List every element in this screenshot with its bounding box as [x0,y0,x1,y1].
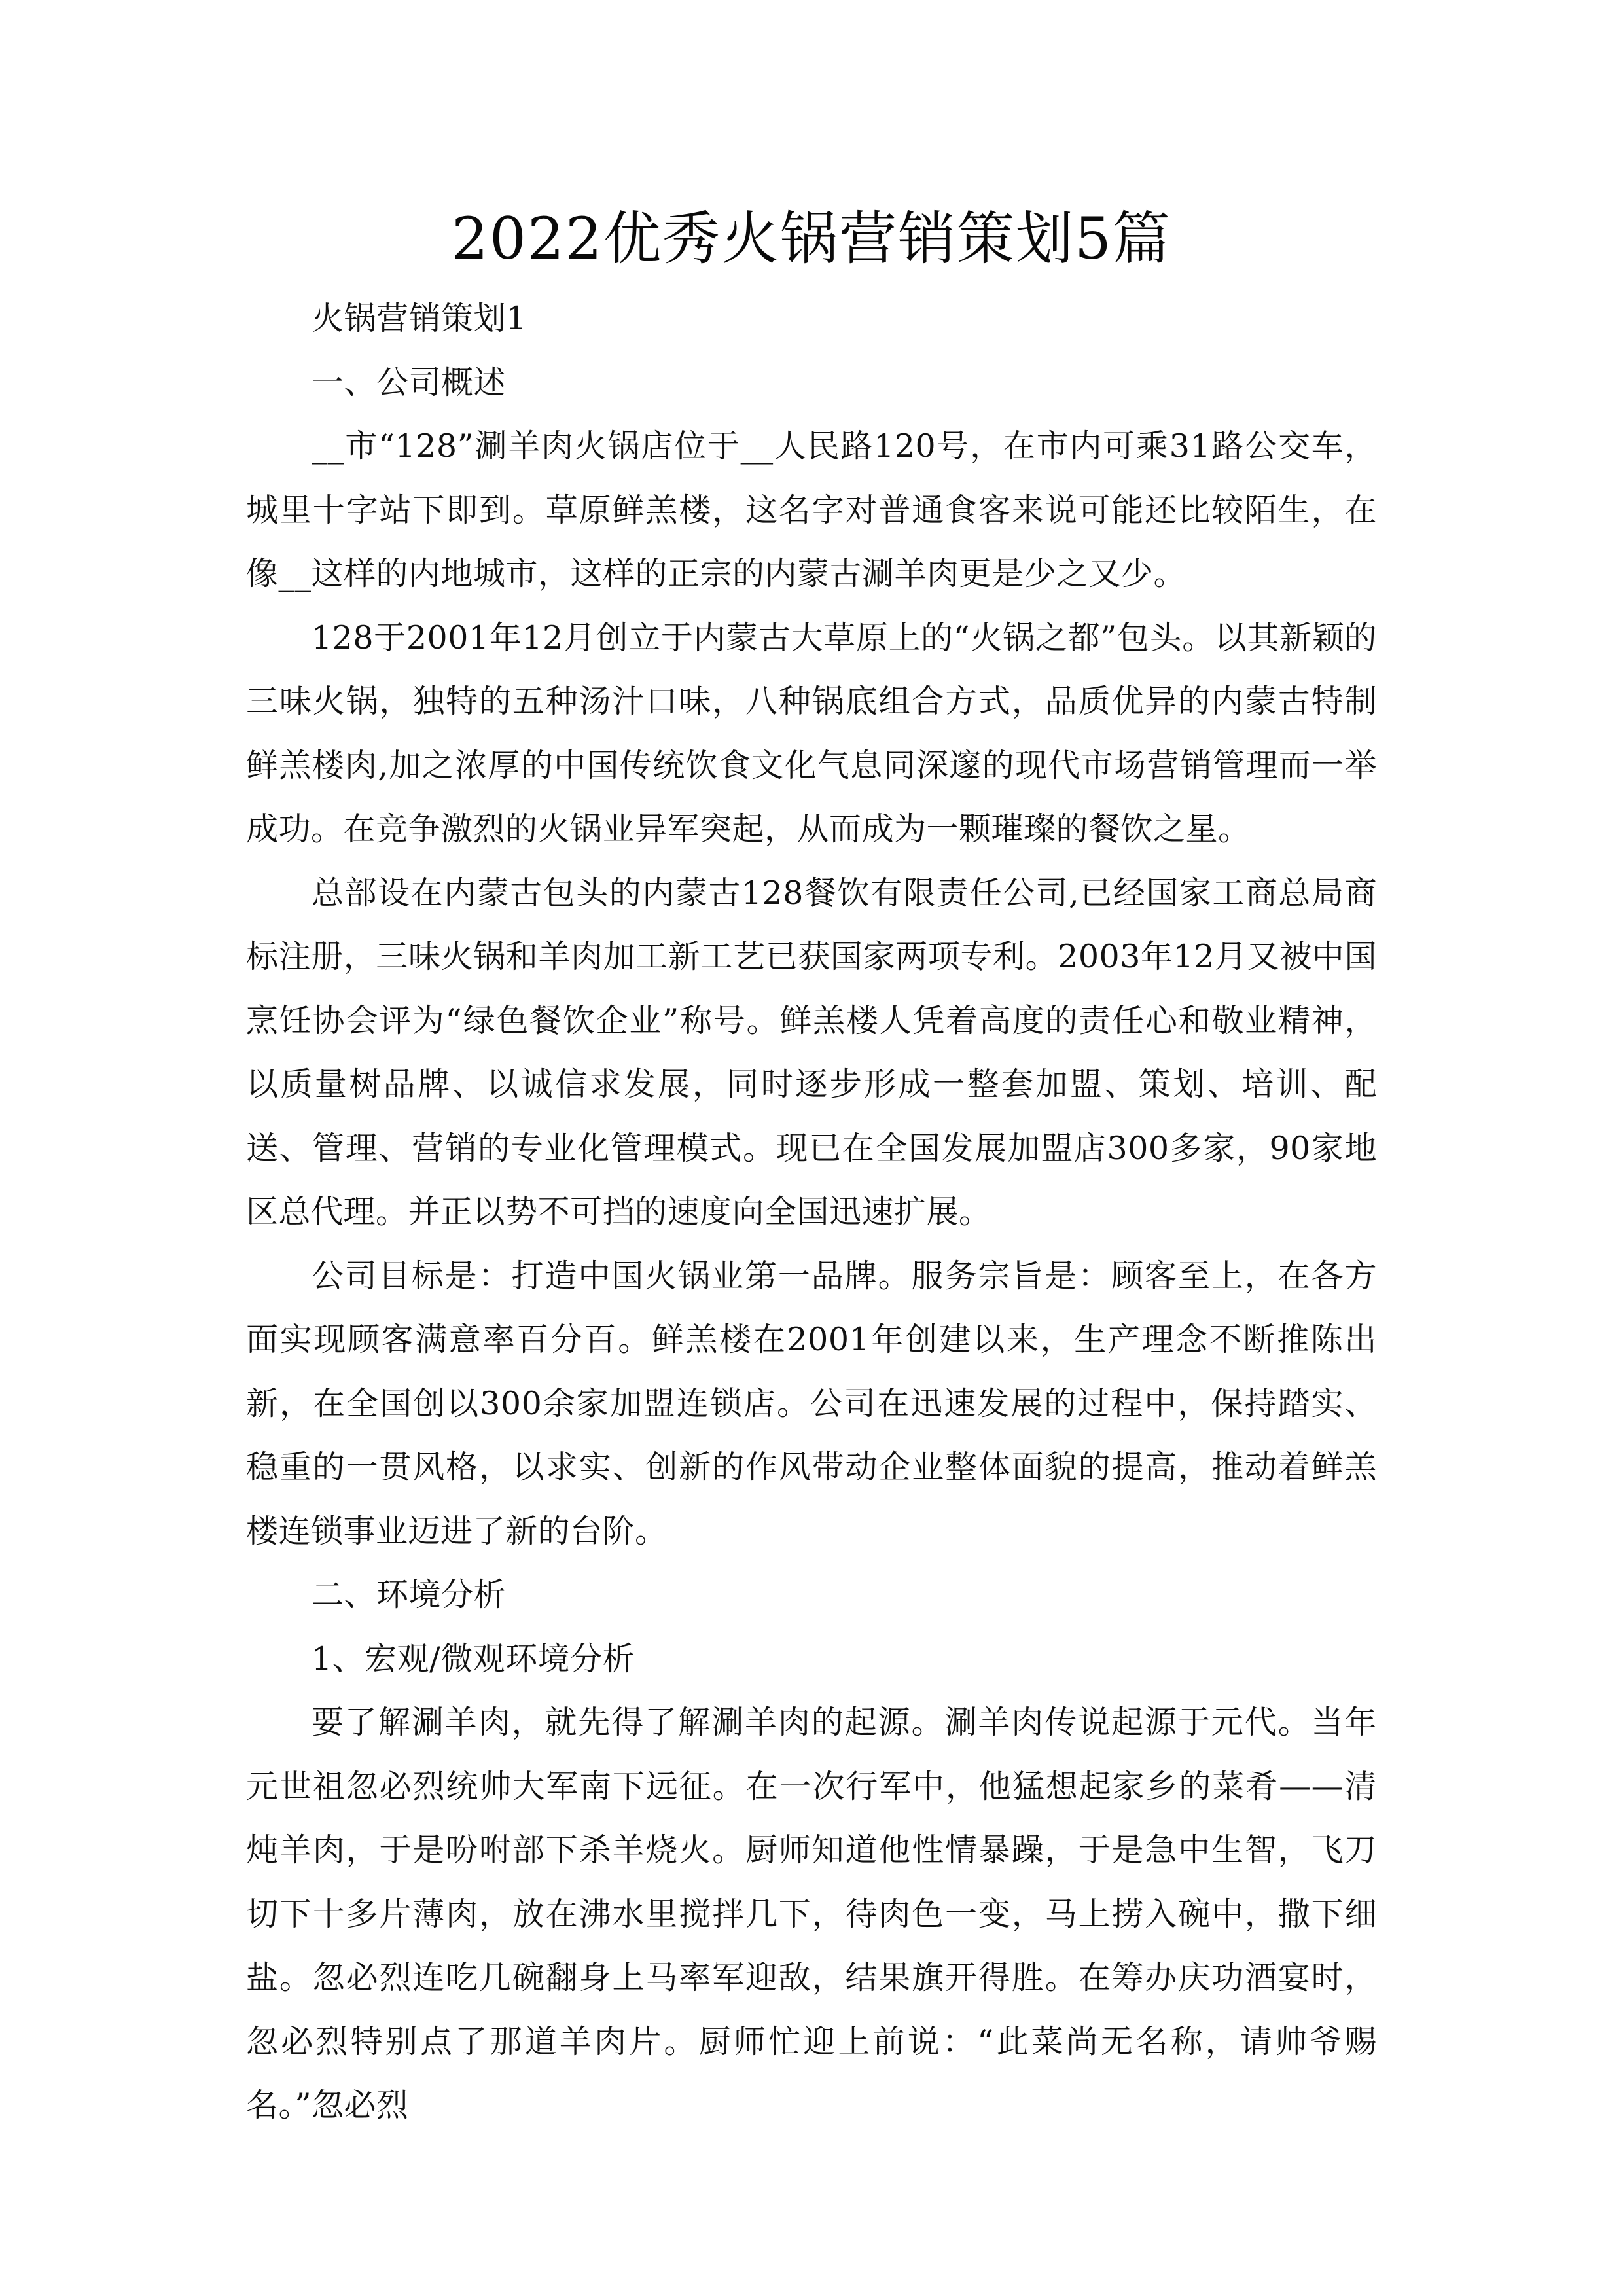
paragraph-company-goal: 公司目标是：打造中国火锅业第一品牌。服务宗旨是：顾客至上，在各方面实现顾客满意率百分百。鲜羔楼在2001年创建以来，生产理念不断推陈出新，在全国创以300余家加盟连锁店。公司在迅速发展的过程中，保持踏实、稳重的一贯风格，以求实、创新的作风带动企业整体面貌的提高，推动着鲜羔楼连锁事业迈进了新的台阶。 [246,1257,1377,1550]
section-heading-environment-analysis: 二、环境分析 [312,1576,507,1613]
section-subtitle: 火锅营销策划1 [312,300,527,337]
paragraph-history: 128于2001年12月创立于内蒙古大草原上的“火锅之都”包头。以其新颖的三味火锅，独特的五种汤汁口味，八种锅底组合方式，品质优异的内蒙古特制鲜羔楼肉,加之浓厚的中国传统饮食文化气息同深邃的现代市场营销管理而一举成功。在竞争激烈的火锅业异军突起，从而成为一颗璀璨的餐饮之星。 [246,619,1377,848]
paragraph-location: __市“128”涮羊肉火锅店位于__人民路120号，在市内可乘31路公交车，城里十字站下即到。草原鲜羔楼，这名字对普通食客来说可能还比较陌生，在像__这样的内地城市，这样的正宗的内蒙古涮羊肉更是少之又少。 [246,427,1377,592]
section-heading-company-overview: 一、公司概述 [312,363,507,401]
subsection-heading-macro-micro: 1、宏观/微观环境分析 [312,1640,635,1677]
paragraph-origin-story: 要了解涮羊肉，就先得了解涮羊肉的起源。涮羊肉传说起源于元代。当年元世祖忽必烈统帅大军南下远征。在一次行军中，他猛想起家乡的菜肴——清炖羊肉，于是吩咐部下杀羊烧火。厨师知道他性情暴躁，于是急中生智，飞刀切下十多片薄肉，放在沸水里搅拌几下，待肉色一变，马上捞入碗中，撒下细盐。忽必烈连吃几碗翻身上马率军迎敌，结果旗开得胜。在筹办庆功酒宴时，忽必烈特别点了那道羊肉片。厨师忙迎上前说：“此菜尚无名称，请帅爷赐名。”忽必烈 [246,1704,1377,2124]
paragraph-headquarters: 总部设在内蒙古包头的内蒙古128餐饮有限责任公司,已经国家工商总局商标注册，三味火锅和羊肉加工新工艺已获国家两项专利。2003年12月又被中国烹饪协会评为“绿色餐饮企业”称号。鲜羔楼人凭着高度的责任心和敬业精神，以质量树品牌、以诚信求发展，同时逐步形成一整套加盟、策划、培训、配送、管理、营销的专业化管理模式。现已在全国发展加盟店300多家，90家地区总代理。并正以势不可挡的速度向全国迅速扩展。 [246,874,1377,1230]
document-title: 2022优秀火锅营销策划5篇 [452,205,1171,272]
document-body [246,287,1377,2138]
